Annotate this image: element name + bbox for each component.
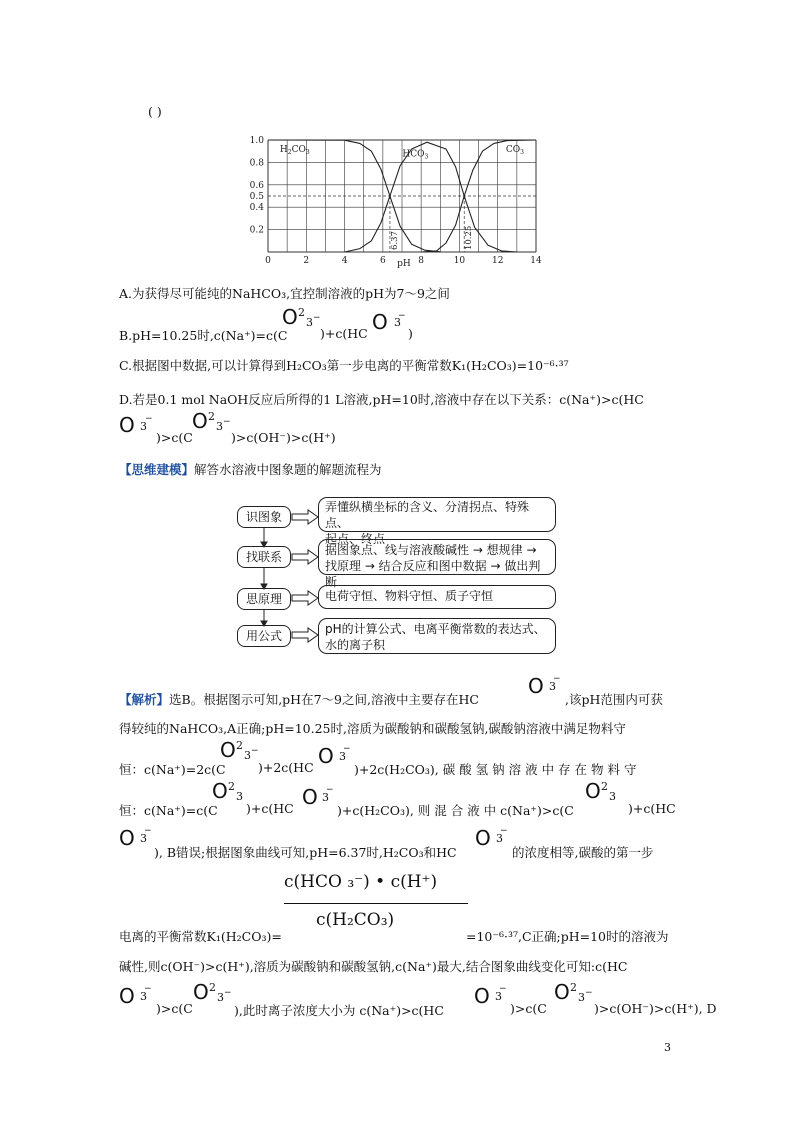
- ion-minus: −: [224, 988, 232, 998]
- method-title: 【思维建模】: [119, 462, 195, 477]
- option-b: B.pH=10.25时,c(Na⁺)=c(C: [119, 328, 288, 343]
- analysis-title: 【解析】: [119, 692, 170, 707]
- ion-o: O: [475, 826, 491, 850]
- analysis-line8: )>c(C: [156, 1001, 193, 1016]
- ion-o: O: [282, 305, 298, 329]
- ion-sub: 3: [549, 680, 556, 693]
- ion-sub: 3: [140, 420, 147, 433]
- option-b-end: ): [408, 326, 413, 341]
- x-tick-label: 10: [453, 256, 466, 266]
- x-axis-label: pH: [397, 259, 411, 269]
- ion-sub: 3: [495, 990, 502, 1003]
- y-tick-label: 0.2: [249, 225, 264, 236]
- series-label-co3: $CO_3$: [505, 145, 524, 157]
- series-label-h2co3: $H_2CO_3$: [279, 145, 310, 157]
- flow-step-desc: 弄懂纵横坐标的含义、分清拐点、特殊点、 起点、终点: [318, 497, 556, 532]
- ion-minus: −: [144, 826, 152, 836]
- ion-o: O: [119, 413, 135, 437]
- flow-step-label: 用公式: [237, 625, 291, 647]
- ion-minus: −: [499, 984, 507, 994]
- ion-sub: 3: [236, 790, 243, 803]
- analysis-line1: 【解析】选B。根据图示可知,pH在7～9之间,溶液中主要存在HC: [119, 692, 479, 707]
- y-tick-label: 1.0: [249, 136, 264, 146]
- analysis-line3-end: )+2c(H₂CO₃), 碳 酸 氢 钠 溶 液 中 存 在 物 料 守: [354, 762, 637, 777]
- ion-o: O: [372, 310, 388, 334]
- ion-charge: 2: [298, 306, 305, 319]
- ion-minus: −: [251, 746, 259, 756]
- analysis-line3: 恒：c(Na⁺)=2c(C: [119, 762, 226, 777]
- method-heading: [119, 460, 382, 478]
- y-tick-label: 0.6: [249, 180, 264, 191]
- ion-sub: 3: [244, 749, 251, 762]
- series-label-hco3: $HCO_3$: [402, 149, 429, 161]
- ion-sub: 3: [322, 791, 329, 804]
- ion-sub: 3: [578, 991, 585, 1004]
- series-line-hco3: [345, 142, 517, 252]
- ion-o: O: [585, 779, 601, 803]
- option-a: A.为获得尽可能纯的NaHCO₃,宜控制溶液的pH为7～9之间: [119, 286, 450, 301]
- y-tick-label: 0.4: [249, 203, 264, 214]
- analysis-line8-end: )>c(OH⁻)>c(H⁺), D: [594, 1001, 717, 1016]
- flow-step-label: 找联系: [237, 546, 291, 568]
- analysis-line2: 得较纯的NaHCO₃,A正确;pH=10.25时,溶质为碳酸钠和碳酸氢钠,碳酸钠溶液中满足物料守: [119, 721, 626, 736]
- ion-minus: −: [313, 313, 321, 323]
- fraction-denominator: c(H₂CO₃): [316, 910, 395, 930]
- analysis-line8-mid: )>c(C: [510, 1001, 547, 1016]
- ion-charge: 2: [570, 981, 577, 994]
- ion-o: O: [119, 984, 135, 1008]
- option-d-line1: D.若是0.1 mol NaOH反应后所得的1 L溶液,pH=10时,溶液中存在以下关系：c(Na⁺)>c(HC: [119, 392, 644, 407]
- ion-charge: 2: [601, 780, 608, 793]
- ion-minus: −: [343, 744, 351, 754]
- analysis-line4-part: )+c(HC: [246, 801, 294, 816]
- annotation-label: 10.25: [464, 225, 475, 250]
- ion-charge: 2: [208, 410, 215, 423]
- flow-step-desc: 据图象点、线与溶液酸碱性 → 想规律 → 找原理 → 结合反应和图中数据 → 做出判断: [318, 539, 556, 575]
- flow-step-label: 思原理: [237, 588, 291, 610]
- x-tick-label: 2: [303, 256, 310, 266]
- y-tick-label: 0.8: [249, 158, 264, 169]
- x-tick-label: 4: [341, 256, 348, 266]
- flow-step-desc: 电荷守恒、物料守恒、质子守恒: [318, 585, 556, 609]
- analysis-line6-end: =10⁻⁶·³⁷,C正确;pH=10时的溶液为: [466, 929, 669, 944]
- ion-sub: 3: [217, 991, 224, 1004]
- analysis-line5: ), B错误;根据图象曲线可知,pH=6.37时,H₂CO₃和HC: [154, 845, 457, 860]
- ion-charge: 2: [236, 739, 243, 752]
- page-number: 3: [664, 1041, 671, 1054]
- option-c: C.根据图中数据,可以计算得到H₂CO₃第一步电离的平衡常数K₁(H₂CO₃)=10⁻⁶·³⁷: [119, 358, 569, 373]
- x-tick-label: 12: [491, 256, 504, 266]
- analysis-line8-part: ),此时离子浓度大小为 c(Na⁺)>c(HC: [234, 1003, 444, 1018]
- ion-sub: 3: [496, 832, 503, 845]
- analysis-line4-mid: )+c(H₂CO₃), 则 混 合 液 中 c(Na⁺)>c(C: [337, 803, 574, 818]
- ion-minus: −: [585, 988, 593, 998]
- x-tick-label: 6: [379, 256, 386, 266]
- analysis-line4-end: )+c(HC: [628, 801, 676, 816]
- ion-o: O: [212, 779, 228, 803]
- analysis-line6: 电离的平衡常数K₁(H₂CO₃)=: [119, 929, 282, 944]
- ion-sub: 3: [216, 420, 223, 433]
- ion-o: O: [220, 738, 236, 762]
- ion-o: O: [554, 980, 570, 1004]
- ion-o: O: [193, 980, 209, 1004]
- ion-minus: −: [553, 674, 561, 684]
- x-tick-label: 0: [265, 256, 271, 266]
- analysis-line7: 碱性,则c(OH⁻)>c(H⁺),溶质为碳酸钠和碳酸氢钠,c(Na⁺)最大,结合图象曲线变化可知:c(HC: [119, 959, 628, 974]
- ion-sub: 3: [609, 790, 616, 803]
- option-d-part: )>c(C: [156, 430, 193, 445]
- fraction-bar: [284, 903, 468, 904]
- option-b-mid: )+c(HC: [320, 326, 368, 341]
- ion-charge: 2: [228, 780, 235, 793]
- method-text: 解答水溶液中图象题的解题流程为: [194, 462, 382, 477]
- fraction-numerator: c(HCO ₃⁻) • c(H⁺): [284, 872, 438, 892]
- ion-sub: 3: [339, 750, 346, 763]
- ion-o: O: [528, 674, 544, 698]
- ion-sub: 3: [394, 316, 401, 329]
- x-tick-label: 8: [418, 256, 425, 266]
- ion-sub: 3: [306, 316, 313, 329]
- ion-o: O: [318, 744, 334, 768]
- analysis-line3-part: )+2c(HC: [258, 760, 314, 775]
- ion-minus: −: [223, 417, 231, 427]
- option-d-end: )>c(OH⁻)>c(H⁺): [231, 430, 336, 445]
- ion-minus: −: [398, 311, 406, 321]
- flow-step-desc: pH的计算公式、电离平衡常数的表达式、 水的离子积: [318, 618, 556, 654]
- flow-arrows: [260, 500, 320, 660]
- ion-o: O: [119, 826, 135, 850]
- ion-minus: −: [144, 984, 152, 994]
- ion-charge: 2: [209, 981, 216, 994]
- x-tick-label: 14: [530, 256, 542, 266]
- flow-step-label: 识图象: [237, 506, 291, 528]
- analysis-line1-end: ,该pH范围内可获: [565, 692, 663, 707]
- ion-minus: −: [326, 785, 334, 795]
- ion-o: O: [302, 785, 318, 809]
- ion-o: O: [192, 409, 208, 433]
- distribution-chart: [240, 132, 550, 272]
- annotation-label: 6.37: [389, 231, 400, 250]
- ion-minus: −: [145, 414, 153, 424]
- analysis-line4: 恒：c(Na⁺)=c(C: [119, 803, 218, 818]
- answer-paren: ( ): [148, 104, 162, 119]
- ion-sub: 3: [140, 832, 147, 845]
- ion-sub: 3: [140, 990, 147, 1003]
- ion-minus: −: [500, 826, 508, 836]
- y-tick-label: 0.5: [249, 192, 264, 202]
- analysis-line5-end: 的浓度相等,碳酸的第一步: [512, 845, 654, 860]
- ion-o: O: [474, 984, 490, 1008]
